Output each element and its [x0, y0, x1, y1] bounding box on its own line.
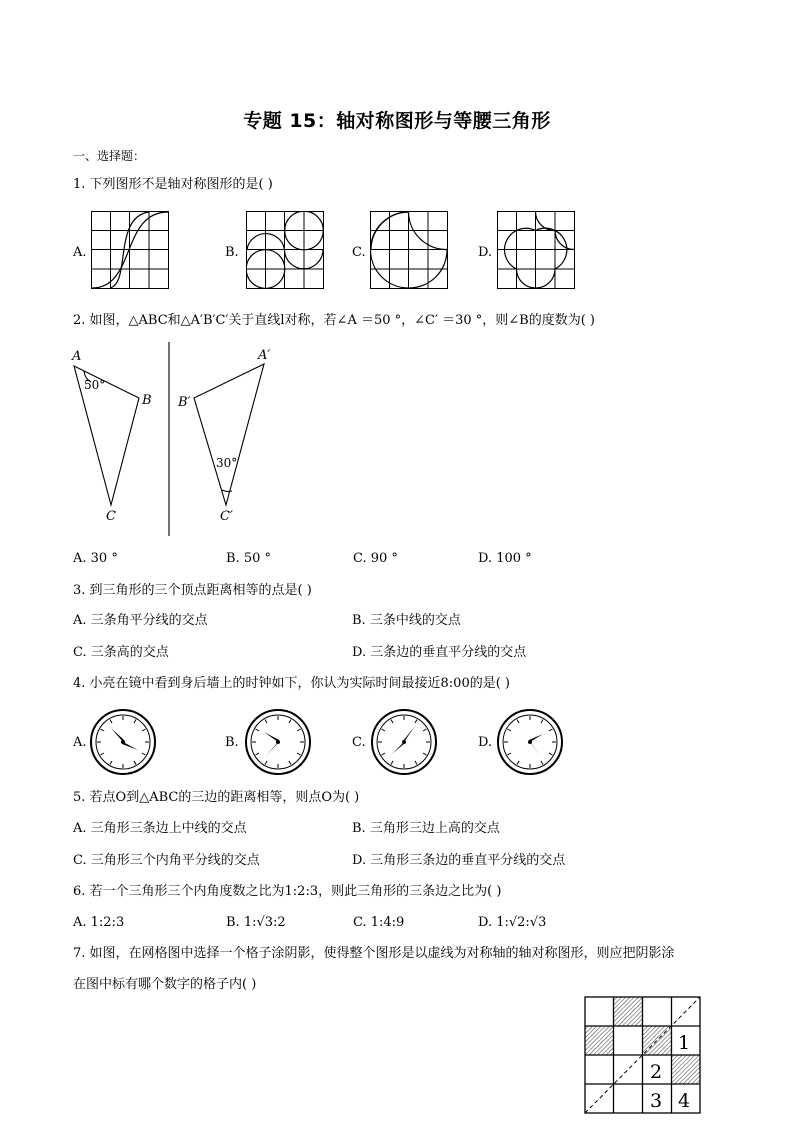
q2-option-b: B. 50 ° [226, 551, 271, 566]
q4-stem: 4. 小亮在镜中看到身后墙上的时钟如下，你认为实际时间最接近8:00的是( ) [73, 676, 511, 691]
q1-figure-c [370, 211, 450, 291]
label-b-prime: B′ [178, 395, 191, 410]
q1-figure-a [91, 211, 171, 291]
label-a: A [72, 349, 82, 364]
label-b: B [142, 393, 152, 408]
q7-cell-label-4: 4 [678, 1090, 691, 1112]
q2-stem: 2. 如图，△ABC和△A′B′C′关于直线l对称，若∠A ＝50 °，∠C′ ＝30 °，则∠B的度数为( ) [73, 313, 595, 328]
q7-stem-line2: 在图中标有哪个数字的格子内( ) [73, 977, 257, 992]
q1-option-a-label: A. [73, 245, 87, 260]
q5-option-b: B. 三角形三边上高的交点 [352, 821, 500, 836]
q3-option-d: D. 三条边的垂直平分线的交点 [352, 645, 527, 660]
q3-option-c: C. 三条高的交点 [73, 645, 169, 660]
q6-option-a: A. 1:2:3 [73, 915, 125, 930]
q5-stem: 5. 若点O到△ABC的三边的距离相等，则点O为( ) [73, 790, 360, 805]
q4-option-b-label: B. [225, 735, 239, 750]
q7-cell-label-3: 3 [650, 1090, 663, 1112]
q2-triangles-figure [66, 340, 286, 540]
q4-clock-b-icon [244, 708, 312, 776]
q3-option-a: A. 三条角平分线的交点 [73, 613, 208, 628]
label-c: C [106, 509, 116, 524]
q7-grid-figure [584, 996, 704, 1116]
q7-stem-line1: 7. 如图，在网格图中选择一个格子涂阴影，使得整个图形是以虚线为对称轴的轴对称图形，则应把阴影涂 [73, 946, 675, 961]
q1-stem: 1. 下列图形不是轴对称图形的是( ) [73, 177, 273, 192]
q1-option-c-label: C. [352, 245, 366, 260]
q2-option-a: A. 30 ° [73, 551, 118, 566]
q6-stem: 6. 若一个三角形三个内角度数之比为1:2:3，则此三角形的三条边之比为( ) [73, 884, 502, 899]
label-c-prime: C′ [220, 509, 233, 524]
q4-option-a-label: A. [73, 735, 87, 750]
q4-option-d-label: D. [478, 735, 493, 750]
label-a-prime: A′ [258, 348, 271, 363]
q7-cell-label-1: 1 [678, 1032, 691, 1054]
q2-option-d: D. 100 ° [478, 551, 532, 566]
q4-clock-d-icon [496, 708, 564, 776]
q5-option-c: C. 三角形三个内角平分线的交点 [73, 853, 260, 868]
angle-a-label: 50° [84, 378, 106, 392]
q1-figure-b [246, 211, 326, 291]
q6-option-b: B. 1:√3:2 [226, 915, 286, 930]
angle-c-prime-label: 30° [216, 456, 238, 470]
q1-option-d-label: D. [478, 245, 493, 260]
q6-option-c: C. 1:4:9 [353, 915, 405, 930]
q1-option-b-label: B. [225, 245, 239, 260]
q5-option-d: D. 三角形三条边的垂直平分线的交点 [352, 853, 566, 868]
q1-figure-d [497, 211, 577, 291]
q4-clock-a-icon [89, 708, 157, 776]
q3-option-b: B. 三条中线的交点 [352, 613, 461, 628]
q7-cell-label-2: 2 [650, 1061, 663, 1083]
q5-option-a: A. 三角形三条边上中线的交点 [73, 821, 247, 836]
section-heading: 一、选择题： [73, 149, 146, 163]
q2-option-c: C. 90 ° [353, 551, 398, 566]
q3-stem: 3. 到三角形的三个顶点距离相等的点是( ) [73, 583, 312, 598]
q6-option-d: D. 1:√2:√3 [478, 915, 547, 930]
page-title: 专题 15：轴对称图形与等腰三角形 [243, 110, 551, 132]
q4-clock-c-icon [370, 708, 438, 776]
q4-option-c-label: C. [352, 735, 366, 750]
